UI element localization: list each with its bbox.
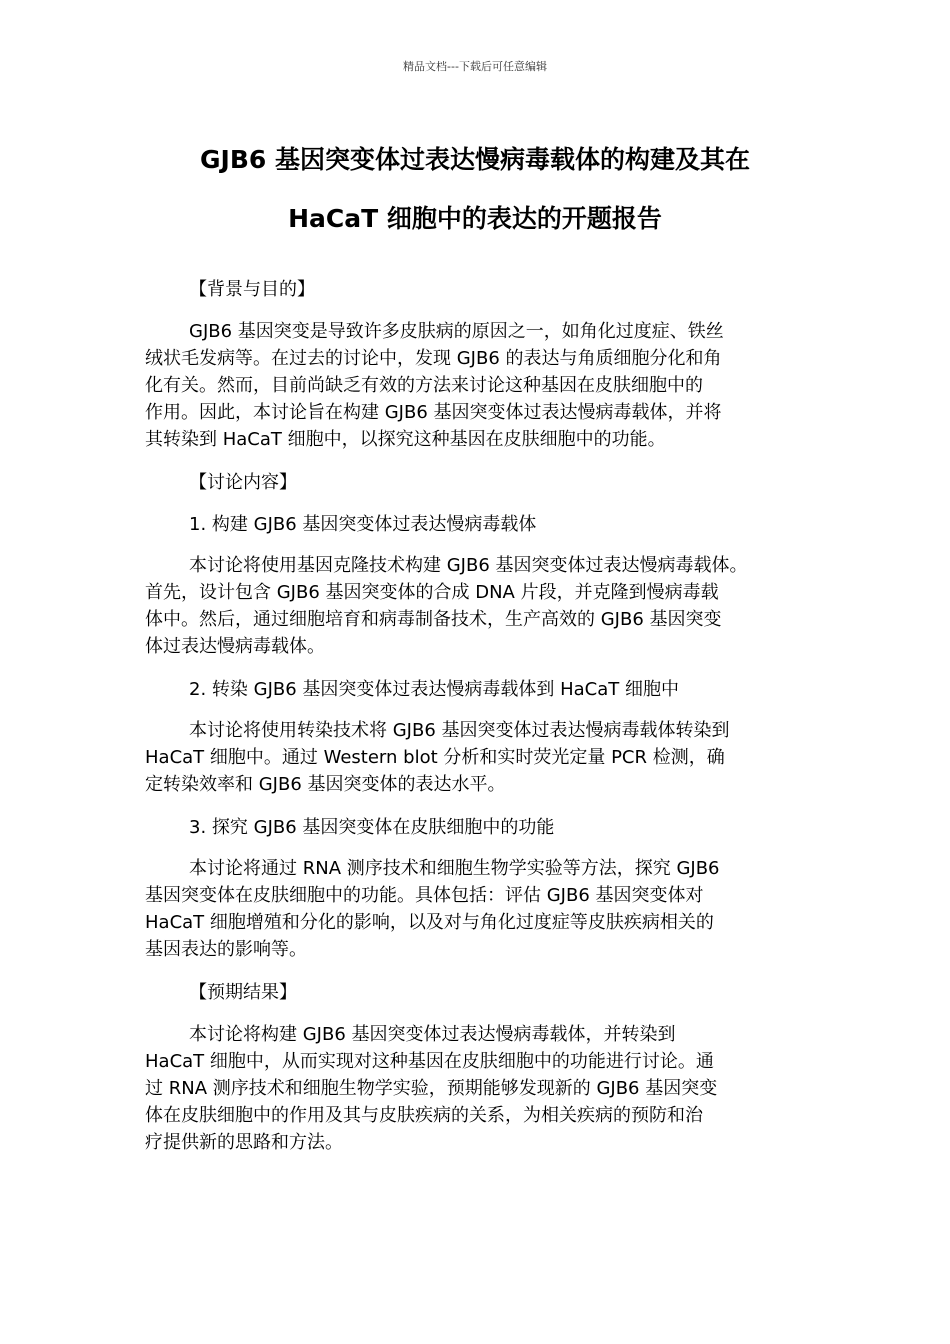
expected-results-heading: 【预期结果】 — [189, 982, 297, 1003]
document-title-line-1: GJB6 基因突变体过表达慢病毒载体的构建及其在 — [200, 145, 750, 174]
header-note: 精品文档---下载后可任意编辑 — [403, 60, 547, 73]
item-3-paragraph: 本讨论将通过 RNA 测序技术和细胞生物学实验等方法，探究 GJB6 基因突变体在皮肤细胞中的功能。具体包括：评估 GJB6 基因突变体对 HaCaT 细胞增殖和分化的影响，以及对与角化过度症等皮肤疾病相关的 基因表达的影响等。 — [145, 858, 720, 960]
document-body — [145, 276, 810, 1172]
item-2-paragraph: 本讨论将使用转染技术将 GJB6 基因突变体过表达慢病毒载体转染到 HaCaT 细胞中。通过 Western blot 分析和实时荧光定量 PCR 检测，确 定转染效率和 GJB6 基因突变体的表达水平。 — [145, 720, 730, 795]
item-1-title: 1. 构建 GJB6 基因突变体过表达慢病毒载体 — [189, 514, 537, 535]
item-3-title: 3. 探究 GJB6 基因突变体在皮肤细胞中的功能 — [189, 817, 555, 838]
research-content-heading: 【讨论内容】 — [189, 472, 297, 493]
background-heading: 【背景与目的】 — [189, 279, 315, 300]
item-1-paragraph: 本讨论将使用基因克隆技术构建 GJB6 基因突变体过表达慢病毒载体。 首先，设计包含 GJB6 基因突变体的合成 DNA 片段，并克隆到慢病毒载 体中。然后，通过细胞培育和病毒制备技术，生产高效的 GJB6 基因突变 体过表达慢病毒载体。 — [145, 555, 748, 657]
expected-results-paragraph: 本讨论将构建 GJB6 基因突变体过表达慢病毒载体，并转染到 HaCaT 细胞中，从而实现对这种基因在皮肤细胞中的功能进行讨论。通 过 RNA 测序技术和细胞生物学实验，预期能够发现新的 GJB6 基因突变 体在皮肤细胞中的作用及其与皮肤疾病的关系，为相关疾病的预防和治 疗提供新的思路和方法。 — [145, 1024, 718, 1153]
item-2-title: 2. 转染 GJB6 基因突变体过表达慢病毒载体到 HaCaT 细胞中 — [189, 679, 679, 700]
background-paragraph: GJB6 基因突变是导致许多皮肤病的原因之一，如角化过度症、铁丝 绒状毛发病等。在过去的讨论中，发现 GJB6 的表达与角质细胞分化和角 化有关。然而，目前尚缺乏有效的方法来讨论这种基因在皮肤细胞中的 作用。因此，本讨论旨在构建 GJB6 基因突变体过表达慢病毒载体，并将 其转染到 HaCaT 细胞中，以探究这种基因在皮肤细胞中的功能。 — [145, 321, 724, 450]
document-title-line-2: HaCaT 细胞中的表达的开题报告 — [288, 204, 662, 233]
